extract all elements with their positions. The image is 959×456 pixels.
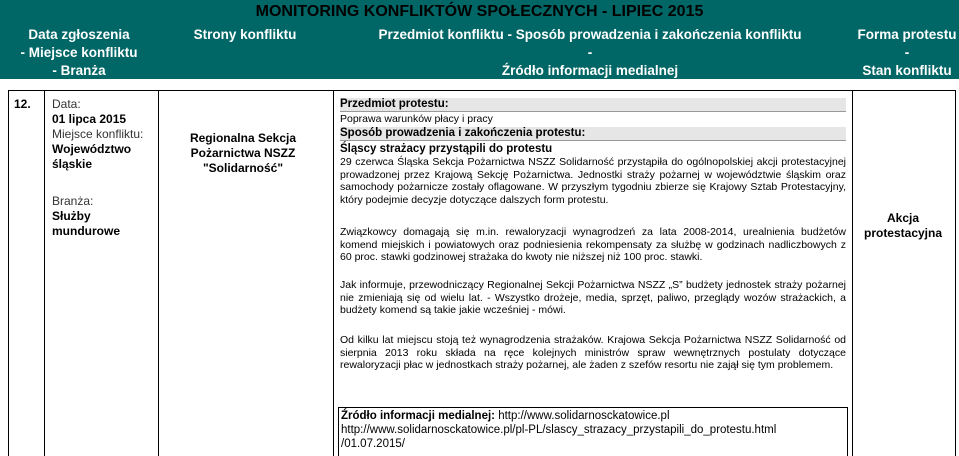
table-header — [0, 0, 959, 79]
report-title: MONITORING KONFLIKTÓW SPOŁECZNYCH - LIPIEC 2015 — [255, 3, 704, 20]
divider — [44, 90, 45, 456]
form-label: protestacyjna — [863, 226, 943, 240]
paragraph: Od kilku lat miejscu stoją też wynagrodzenia strażaków. Krajowa Sekcja Pożarnictwa NSZZ Solidarność od sierpnia 2013 roku składa na ręce kolejnych ministrów spraw wewnętrznych postulaty dotyczące rewaloryzacji płac w jednostkach straży pożarnej, ale żaden z szefów resortu nie zajął się tym problemem. — [340, 334, 846, 371]
source-box — [338, 407, 848, 456]
header-label: - Miejsce konfliktu — [20, 45, 138, 60]
branch-value: Służby mundurowe — [52, 209, 120, 238]
protest-form — [850, 211, 956, 241]
divider — [158, 90, 159, 456]
paragraph: 29 czerwca Śląska Sekcja Pożarnictwa NSZZ Solidarność przystąpiła do ogólnopolskiej akcji protestacyjnej prowadzonej przez Krajową Sekcję Pożarnictwa. Jednostki straży pożarnej w województwie śląskim oraz samochody pożarnicze zostały oflagowane. W przyszłym tygodniu zbierze się Krajowy Sztab Protestacyjny, który podejmie decyzje dotyczące dalszych form protestu. — [340, 156, 846, 206]
divider — [333, 90, 334, 456]
subject-label: Przedmiot protestu: — [340, 98, 846, 112]
source-date: /01.07.2015/ — [341, 438, 405, 450]
header-label: - — [587, 45, 593, 60]
form-label: Akcja — [886, 211, 920, 225]
method-label: Sposób prowadzenia i zakończenia protestu: — [340, 127, 846, 141]
paragraph: Związkowcy domagają się m.in. rewaloryzacji wynagrodzeń za lata 2008-2014, urealnienia budżetów komend miejskich i powiatowych oraz podniesienia rekompensaty za służbę w godzinach nadliczbowych z 60 proc. stawki godzinowej strażaka do kwoty nie niższej niż 100 proc. stawki. — [340, 226, 846, 263]
header-label: Forma protestu — [857, 27, 957, 42]
place-label: Miejsce konfliktu: — [52, 127, 144, 141]
source-link[interactable]: http://www.solidarnosckatowice.pl — [498, 410, 670, 422]
place-value: Województwo — [52, 142, 132, 156]
conflict-parties: Regionalna Sekcja Pożarnictwa NSZZ "Solidarność" — [189, 131, 297, 175]
subject-value: Poprawa warunków płacy i pracy — [340, 113, 493, 125]
branch-label: Branża: — [52, 194, 94, 208]
header-label: - Branża — [52, 63, 106, 78]
header-col-date — [0, 26, 158, 80]
date-label: Data: — [52, 97, 81, 111]
header-col-form — [855, 26, 959, 80]
header-label: - — [904, 45, 910, 60]
divider — [852, 90, 853, 456]
header-label: Przedmiot konfliktu - Sposób prowadzenia i zakończenia konfliktu — [378, 27, 802, 42]
date-value: 01 lipca 2015 — [52, 112, 127, 126]
header-col-subject — [330, 26, 850, 80]
paragraph: Jak informuje, przewodniczący Regionalnej Sekcji Pożarnictwa NSZZ „S” budżety jednostek straży pożarnej nie zmieniają się od wielu lat. - Wszystko drożeje, media, sprzęt, paliwo, przeglądy wozów strażackich, a budżety komend są takie jakie wcześniej - mówi. — [340, 279, 846, 316]
header-label: Źródło informacji medialnej — [501, 63, 679, 78]
header-label: Strony konfliktu — [193, 27, 297, 42]
header-label: Stan konfliktu — [862, 63, 952, 78]
entry-meta — [52, 97, 152, 239]
entry-number: 12. — [14, 97, 31, 111]
place-value: śląskie — [52, 157, 93, 171]
article-title: Śląscy strażacy przystąpili do protestu — [340, 143, 553, 155]
source-url[interactable]: http://www.solidarnosckatowice.pl/pl-PL/slascy_strazacy_przystapili_do_protestu.html — [341, 424, 777, 436]
header-label: Data zgłoszenia — [28, 27, 130, 42]
header-col-parties — [170, 26, 320, 44]
source-label: Źródło informacji medialnej: — [341, 410, 495, 422]
